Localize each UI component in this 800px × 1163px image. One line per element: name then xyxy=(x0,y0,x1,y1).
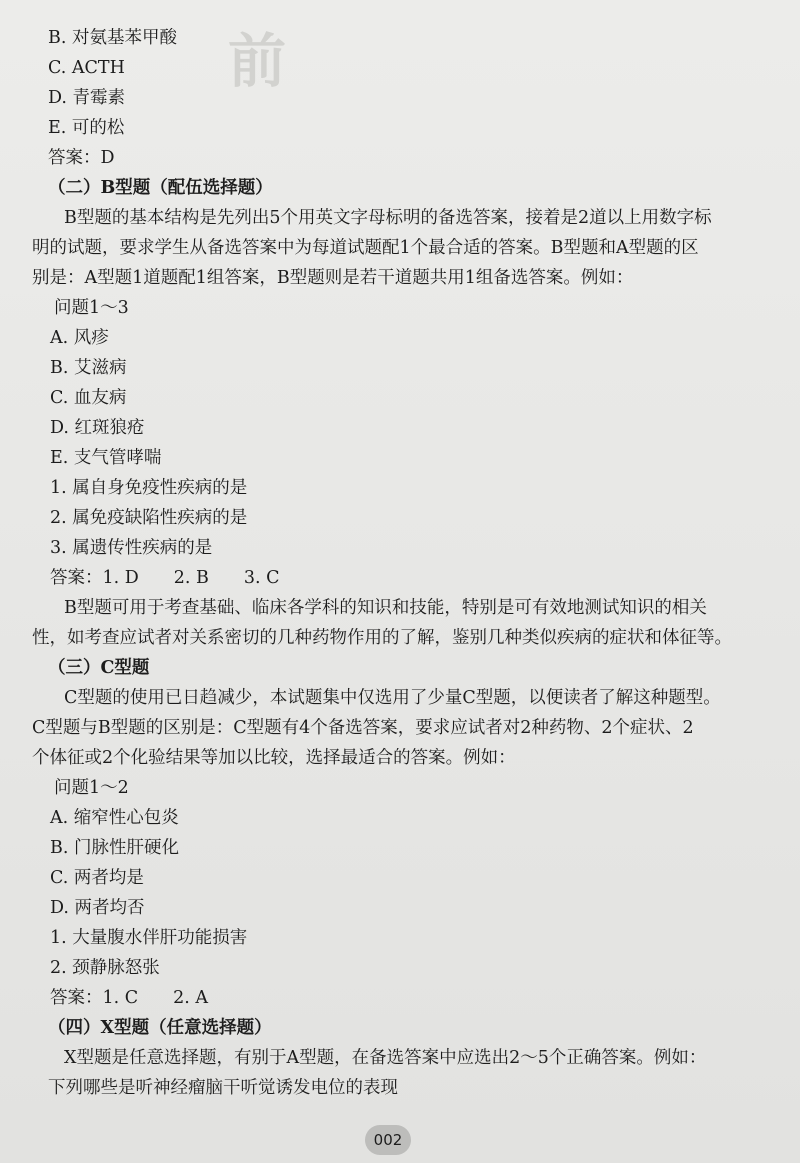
option-line: E. 支气管哮喘 xyxy=(50,448,162,468)
option-c-line: C. ACTH xyxy=(48,58,125,78)
paragraph-line: X型题是任意选择题，有别于A型题，在备选答案中应选出2～5个正确答案。例如： xyxy=(64,1048,707,1068)
section-heading-b-type: （二）B型题（配伍选择题） xyxy=(48,178,273,198)
section-heading-c-type: （三）C型题 xyxy=(48,658,150,678)
option-line: C. 两者均是 xyxy=(50,868,144,888)
option-line: D. 红斑狼疮 xyxy=(50,418,145,438)
option-line: D. 两者均否 xyxy=(50,898,145,918)
option-line: B. 艾滋病 xyxy=(50,358,127,378)
question-line: 2. 属免疫缺陷性疾病的是 xyxy=(50,508,248,528)
option-b-line: B. 对氨基苯甲酸 xyxy=(48,28,177,48)
question-stem-line: 下列哪些是听神经瘤脑干听觉诱发电位的表现 xyxy=(48,1078,398,1098)
question-line: 1. 属自身免疫性疾病的是 xyxy=(50,478,248,498)
paragraph-line: B型题可用于考查基础、临床各学科的知识和技能，特别是可有效地测试知识的相关 xyxy=(64,598,707,618)
paragraph-line: B型题的基本结构是先列出5个用英文字母标明的备选答案，接着是2道以上用数字标 xyxy=(64,208,712,228)
question-line: 3. 属遗传性疾病的是 xyxy=(50,538,213,558)
option-line: A. 缩窄性心包炎 xyxy=(50,808,179,828)
option-line: B. 门脉性肝硬化 xyxy=(50,838,179,858)
answer-line: 答案：1. C 2. A xyxy=(50,988,209,1008)
section-heading-x-type: （四）X型题（任意选择题） xyxy=(48,1018,272,1038)
question-line: 2. 颈静脉怒张 xyxy=(50,958,160,978)
answer-line: 答案：D xyxy=(48,148,115,168)
page-number-badge: 002 xyxy=(365,1125,411,1155)
option-line: C. 血友病 xyxy=(50,388,127,408)
paragraph-line: 明的试题，要求学生从备选答案中为每道试题配1个最合适的答案。B型题和A型题的区 xyxy=(32,238,699,258)
paragraph-line: 性，如考查应试者对关系密切的几种药物作用的了解，鉴别几种类似疾病的症状和体征等。 xyxy=(32,628,732,648)
option-e-line: E. 可的松 xyxy=(48,118,125,138)
question-range-line: 问题1～2 xyxy=(54,778,129,798)
bleed-through-character: 前 xyxy=(228,27,287,95)
question-range-line: 问题1～3 xyxy=(54,298,129,318)
paragraph-line: C型题的使用已日趋减少，本试题集中仅选用了少量C型题，以便读者了解这种题型。 xyxy=(64,688,721,708)
paragraph-line: 别是：A型题1道题配1组答案，B型题则是若干道题共用1组备选答案。例如： xyxy=(32,268,634,288)
answer-line: 答案：1. D 2. B 3. C xyxy=(50,568,280,588)
option-line: A. 风疹 xyxy=(50,328,109,348)
paragraph-line: 个体征或2个化验结果等加以比较，选择最适合的答案。例如： xyxy=(32,748,516,768)
option-d-line: D. 青霉素 xyxy=(48,88,126,108)
question-line: 1. 大量腹水伴肝功能损害 xyxy=(50,928,248,948)
paragraph-line: C型题与B型题的区别是：C型题有4个备选答案，要求应试者对2种药物、2个症状、2 xyxy=(32,718,694,738)
